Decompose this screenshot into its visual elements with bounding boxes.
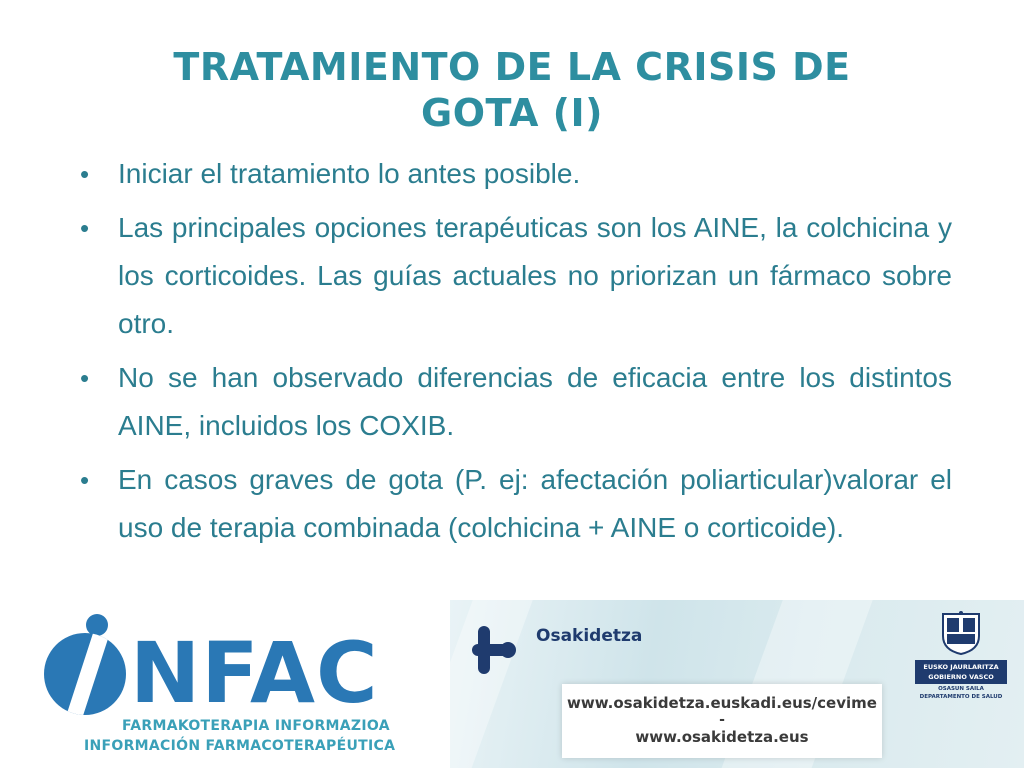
bullet-item [78, 456, 952, 552]
bullet-text: En casos graves de gota (P. ej: afectación poliarticular)valorar el uso de terapia combinada (colchicina + AINE o corticoide). [118, 464, 952, 543]
infac-i-mark [44, 633, 126, 715]
bullet-icon: • [80, 213, 90, 243]
bullet-icon: • [80, 465, 90, 495]
infac-subtitle-eu: FARMAKOTERAPIA INFORMAZIOA [122, 718, 390, 734]
bullet-item [78, 204, 952, 348]
government-sub-1: OSASUN SAILA [938, 686, 984, 692]
slide-title-line-2: GOTA (I) [421, 91, 603, 135]
infac-subtitle-es: INFORMACIÓN FARMACOTERAPÉUTICA [84, 738, 396, 754]
infac-logo [0, 600, 450, 768]
osakidetza-panel [450, 600, 1024, 768]
slide-title-line-1: TRATAMIENTO DE LA CRISIS DE [173, 45, 851, 89]
url-osakidetza[interactable]: www.osakidetza.eus [635, 728, 809, 746]
bullet-text: Las principales opciones terapéuticas son los AINE, la colchicina y los corticoides. Las guías actuales no priorizan un fármaco sobre otro. [118, 212, 952, 339]
government-sub-2: DEPARTAMENTO DE SALUD [919, 694, 1003, 700]
bullet-text: No se han observado diferencias de eficacia entre los distintos AINE, incluidos los COXIB. [118, 362, 952, 441]
government-label-line-2: GOBIERNO VASCO [928, 673, 994, 681]
bullet-list [78, 150, 952, 558]
footer-banner [0, 600, 1024, 768]
bullet-item [78, 354, 952, 450]
url-box [562, 684, 882, 758]
url-cevime[interactable]: www.osakidetza.euskadi.eus/cevime [567, 694, 877, 712]
basque-government-logo [915, 610, 1007, 730]
infac-logo-text: NFAC [130, 624, 379, 722]
bullet-text: Iniciar el tratamiento lo antes posible. [118, 158, 581, 189]
bullet-icon: • [80, 363, 90, 393]
bullet-icon: • [80, 159, 90, 189]
government-label [915, 660, 1007, 684]
osakidetza-name: Osakidetza [536, 626, 643, 646]
basque-government-emblem-icon [939, 610, 983, 656]
government-label-line-1: EUSKO JAURLARITZA [923, 663, 999, 671]
url-separator: - [719, 712, 725, 728]
slide-title [0, 44, 1024, 136]
osakidetza-cross-icon [470, 624, 522, 676]
bullet-item [78, 150, 952, 198]
